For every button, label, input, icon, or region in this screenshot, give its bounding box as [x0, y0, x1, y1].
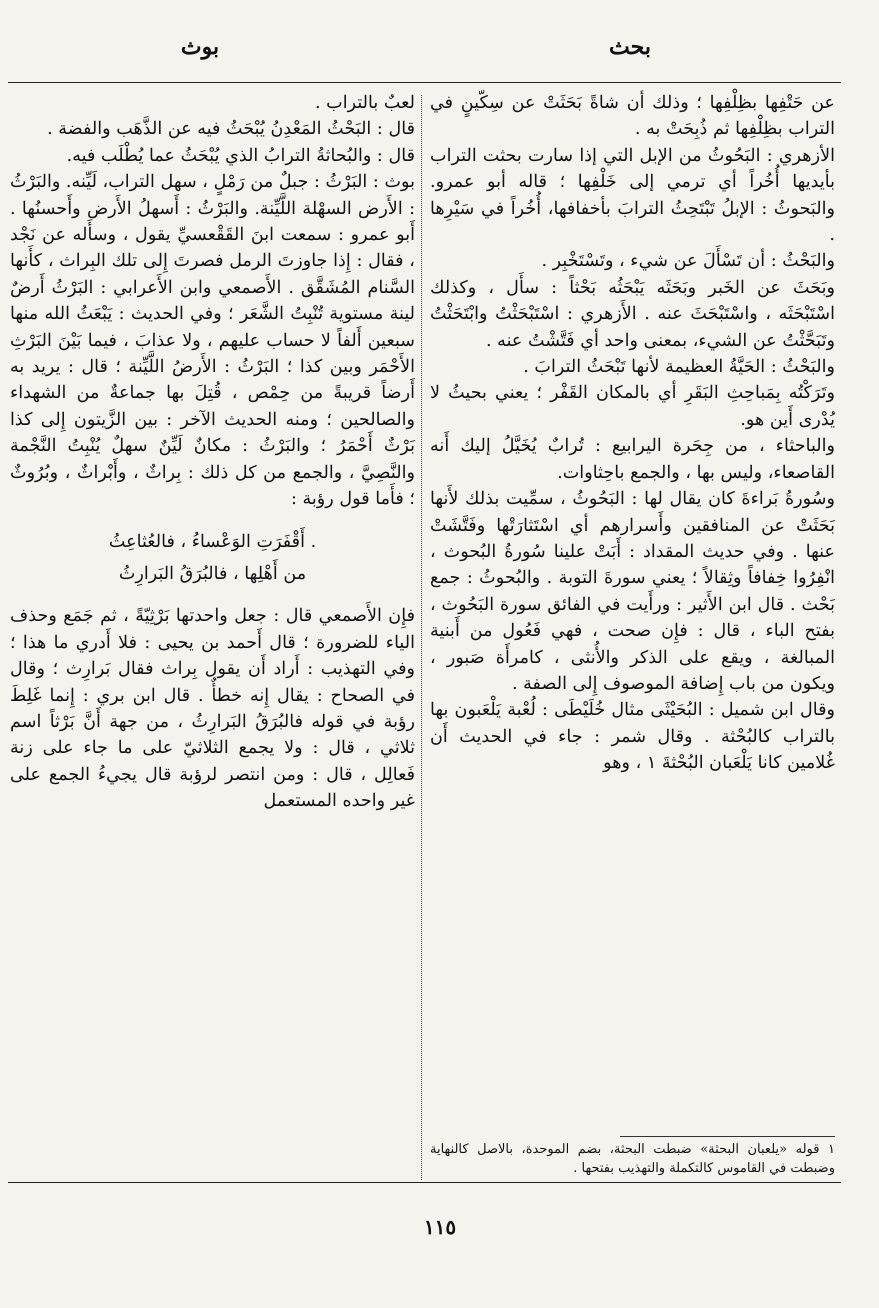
right-column: [430, 90, 835, 777]
paragraph: عن حَتْفِها بظِلْفِها ؛ وذلك أن شاةً بَحَثَتْ عن سِكّينٍ في التراب بظِلْفِها ثم ذُبِحَتْ به .: [430, 93, 835, 140]
header-left-word: بوث: [180, 34, 220, 60]
header-right-word: بحث: [609, 34, 651, 60]
paragraph: فإِن الأَصمعي قال : جعل واحدتها بَرْثِيّةً ، ثم جَمَع وحذف الياء للضرورة ؛ قال أَحمد بن يحيى : فلا أَدري ما هذا ؛ وفي التهذيب : أَراد أَن يقول بِراث فقال بَرارِث ؛ وقال في الصحاح : يقال إِنه خطأٌ . قال ابن بري : إِنما غَلِطَ رؤبة في قوله فالبُرَقُ البَرارِثُ ، من جهة أَنَّ بَرْثاً اسم ثلاثي ، قال : ولا يجمع الثلاثيّ على ما جاء على زنة فَعالِل ، قال : ومن انتصر لرؤبة قال يجيءُ الجمع على غير واحده المستعمل: [10, 606, 415, 812]
paragraph: بوث : البَرْثُ : جبلٌ من رَمْلٍ ، سهل التراب، لَيِّنه. والبَرْثُ : الأَرض السهْلة اللَّيِّنة. والبَرْثُ : أَسهلُ الأَرض وأَحسنُها . أَبو عمرو : سمعت ابنَ القَقْعسيِّ يقول ، وسأَله عن نَجْد ، فقال : إِذا جاوزتَ الرمل فصرتَ إِلى تلك البِراث ، كأَنها السَّنام المُشَقَّق . الأَصمعي وابن الأَعرابي : البَرْثُ أَرضٌ لينة مستوية تُنْبِتُ الشَّعَر ؛ وفي الحديث : يَبْعَثُ الله منها سبعين أَلفاً لا حساب عليهم ، ولا عذابَ ، فيما بَيْنَ البَرْثِ الأَحْمَر وبين كذا ؛ البَرْثُ : الأَرضُ اللَّيِّنة ؛ قال : يريد به أَرضاً قريبةً من حِمْص ، قُتِلَ بها جماعةٌ من الشهداء والصالحين ؛ ومنه الحديث الآخر : بين الزَّيتون إِلى كذا بَرْثٌ أَحْمَرُ ؛ والبَرْثُ : مكانٌ لَيِّنٌ سهلٌ يُنْبِتُ النَّجْمة والنَّصِيَّ ، والجمع من كل ذلك : بِراثٌ ، وأَبْراثٌ ، وبُرُوثٌ ؛ فأَما قول رؤبة :: [10, 172, 415, 510]
bottom-rule: [8, 1182, 841, 1183]
verse-line: من أَهْلِها ، فالبُرَقُ البَرارِثُ: [118, 563, 307, 584]
paragraph: وبَحَثَ عن الخَبر وبَحَثَه يَبْحَثُه بَحْثاً : سأَل ، وكذلك اسْتَبْحَثَه ، واسْتَبْحَثَ عنه . الأَزهري : اسْتَبْحَثْتُ وابْتَحَثْتُ وتَبَحَّثْتُ عن الشيء، بمعنى واحد أي فَتَّشْتُ عنه .: [430, 277, 835, 351]
paragraph: وقال ابن شميل : البُحَيْثَى مثال خُلَيْطَى : لُعْبة يَلْعَبون بها بالتراب كالبُحْثة . وقال شمر : جاء في الحديث أَن غُلامين كانا يَلْعَبان البُحْثةَ ١ ، وهو: [430, 700, 835, 774]
paragraph: والبَحْثُ : أن تَسْأَلَ عن شيء ، وتَسْتَخْبِر .: [541, 251, 835, 272]
footnote: ١ قوله «يلعبان البحثة» ضبطت البحثة، بضم الموحدة، بالاصل كالنهاية وضبطت في القاموس كالتكملة والتهذيب بفتحها .: [430, 1142, 835, 1176]
paragraph: الأزهري : البَحُوثُ من الإبل التي إذا سارت بحثت التراب بأيديها أُخُراً أي ترمي إلى خَلْفِها ؛ قاله أبو عمرو. والبَحوثُ : الإبلُ تَبْتَحِثُ الترابَ بأخفافها، أُخُراً في سَيْرِها .: [430, 145, 835, 246]
paragraph: قال : البَحْثُ المَعْدِنُ يُبْحَثُ فيه عن الذَّهَب والفضة .: [47, 119, 415, 140]
paragraph: والباحثاء ، من جِحَرة اليرابيع : تُرابٌ يُخَيَّلُ إليك أَنه القاصعاء، وليس بها ، والجمع باحِثاوات.: [430, 436, 835, 483]
column-divider: [421, 95, 422, 1180]
page-number: ١١٥: [423, 1215, 457, 1239]
paragraph: وتَرَكْتُه بِمَباحِثِ البَقَرِ أي بالمكان القَفْر ؛ يعني بحيثُ لا يُدْرى أَين هو.: [430, 383, 835, 430]
paragraph: وسُورةُ بَراءةَ كان يقال لها : البَحُوثُ ، سمِّيت بذلك لأَنها بَحَثَتْ عن المنافقين وأَسرارهم أي اسْتَثارَتْها وفَتَّشَتْ عنها . وفي حديث المقداد : أَبَتْ علينا سُورةُ البُحوث ، انْفِرُوا خِفافاً وثِقالاً ؛ يعني سورةَ التوبة . والبُحوثُ : جمع بَحْث . قال ابن الأَثير : ورأَيت في الفائق سورة البَحُوث ، بفتح الباء ، قال : فإِن صحت ، فهي فَعُول من أَبنية المبالغة ، ويقع على الذكر والأُنثى ، كامرأَة صَبور ، ويكون من باب إِضافة الموصوف إِلى الصفة .: [430, 489, 835, 694]
top-rule: [8, 82, 841, 83]
left-column: [10, 90, 415, 815]
paragraph: قال : والبُحاثةُ الترابُ الذي يُبْحَثُ عما يُطْلَب فيه.: [66, 145, 415, 166]
verse-line: . أَقْفَرَتِ الوَعْساءُ ، فالعُثاعِثُ: [108, 531, 317, 552]
paragraph: لعبٌ بالتراب .: [315, 93, 415, 113]
paragraph: والبَحْثُ : الحَيَّةُ العظيمة لأنها تَبْحَثُ الترابَ .: [523, 357, 835, 378]
footnote-rule: [620, 1136, 835, 1137]
